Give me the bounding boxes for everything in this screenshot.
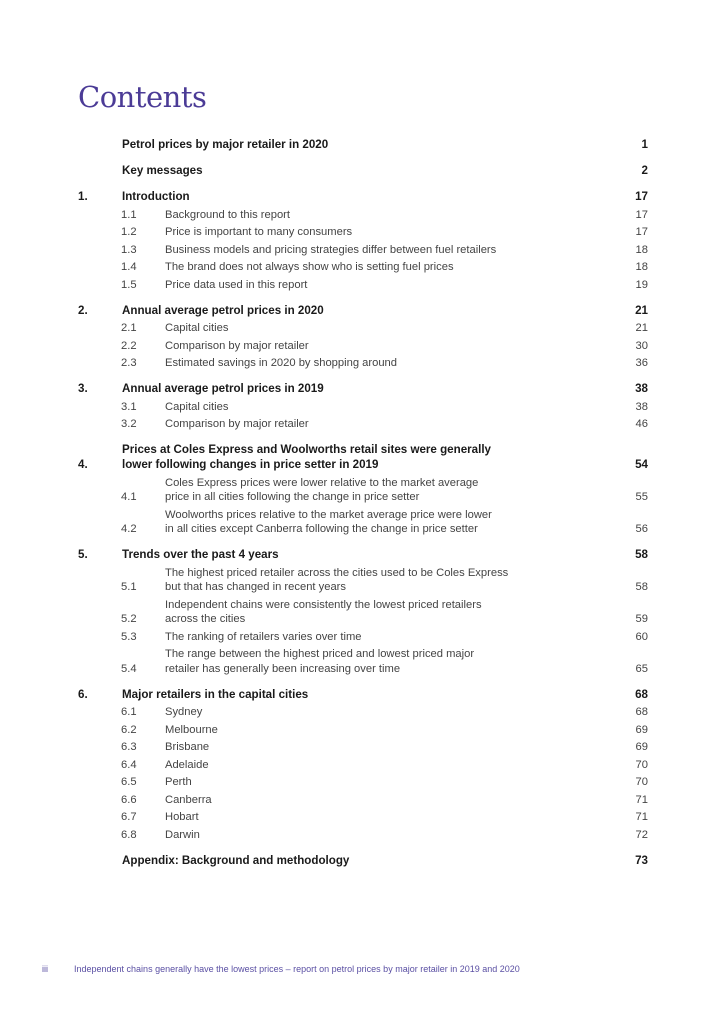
footer-text: Independent chains generally have the lowest prices – report on petrol prices by major retailer in 2019 and 2020 bbox=[74, 964, 520, 974]
toc-entry-sub[interactable] bbox=[78, 474, 648, 506]
toc-entry-title: Introduction bbox=[122, 190, 190, 203]
toc-subentry-page: 70 bbox=[635, 758, 648, 771]
toc-entry-sub[interactable] bbox=[78, 320, 648, 338]
toc-subentry-title: Brisbane bbox=[165, 741, 210, 753]
toc-subentry-number: 5.4 bbox=[121, 662, 137, 675]
toc-subentry-title: Comparison by major retailer bbox=[165, 418, 309, 430]
toc-entry-page: 54 bbox=[635, 458, 648, 471]
toc-entry-sub[interactable] bbox=[78, 355, 648, 373]
toc-entry-page: 38 bbox=[635, 382, 648, 395]
toc-entry-title: Major retailers in the capital cities bbox=[122, 687, 309, 701]
toc-subentry-page: 55 bbox=[635, 491, 648, 503]
toc-subentry-number: 6.5 bbox=[121, 776, 137, 788]
toc-entry-sub[interactable] bbox=[78, 739, 648, 757]
toc-subentry-title: Coles Express prices were lower relative to the market average price in all cities following the change in price setter bbox=[165, 476, 479, 503]
toc-section bbox=[78, 188, 648, 294]
toc-entry-sub[interactable] bbox=[78, 224, 648, 242]
toc-entry-number: 4. bbox=[78, 458, 88, 471]
toc-section bbox=[78, 162, 648, 180]
toc-subentry-page: 69 bbox=[635, 723, 648, 736]
toc-entry-page: 73 bbox=[635, 853, 648, 867]
toc-subentry-number: 4.1 bbox=[121, 491, 137, 503]
toc-subentry-title: Woolworths prices relative to the market average price were lower in all cities except Canberra following the change in price setter bbox=[165, 508, 492, 535]
toc-entry-main[interactable] bbox=[78, 852, 648, 870]
toc-entry-sub[interactable] bbox=[78, 628, 648, 646]
toc-entry-sub[interactable] bbox=[78, 206, 648, 224]
toc-subentry-page: 46 bbox=[635, 418, 648, 430]
toc-section bbox=[78, 441, 648, 538]
toc-subentry-title: Melbourne bbox=[165, 723, 218, 736]
toc-subentry-number: 6.4 bbox=[121, 758, 137, 771]
toc-section bbox=[78, 136, 648, 154]
toc-subentry-page: 38 bbox=[635, 400, 648, 413]
toc-entry-main[interactable] bbox=[78, 188, 648, 206]
toc-subentry-page: 71 bbox=[635, 793, 648, 806]
toc-entry-page: 17 bbox=[635, 190, 648, 203]
toc-subentry-title: Independent chains were consistently the lowest priced retailers across the cities bbox=[165, 598, 482, 625]
toc-subentry-page: 30 bbox=[635, 339, 648, 352]
toc-subentry-number: 6.3 bbox=[121, 741, 137, 753]
toc-entry-page: 58 bbox=[635, 548, 648, 561]
toc-subentry-title: Adelaide bbox=[165, 758, 209, 771]
toc-subentry-title: The highest priced retailer across the cities used to be Coles Express but that has changed in recent years bbox=[165, 566, 509, 593]
toc-entry-sub[interactable] bbox=[78, 774, 648, 792]
toc-section bbox=[78, 546, 648, 678]
toc-entry-sub[interactable] bbox=[78, 564, 648, 596]
toc-subentry-number: 6.2 bbox=[121, 723, 137, 736]
toc-entry-number: 5. bbox=[78, 548, 88, 561]
toc-subentry-page: 69 bbox=[635, 741, 648, 753]
toc-entry-number: 6. bbox=[78, 687, 88, 701]
toc-subentry-number: 1.2 bbox=[121, 226, 137, 238]
toc-entry-main[interactable] bbox=[78, 380, 648, 398]
toc-subentry-title: Hobart bbox=[165, 811, 199, 823]
toc-subentry-number: 1.1 bbox=[121, 208, 137, 221]
toc-subentry-number: 5.3 bbox=[121, 630, 137, 643]
toc-subentry-number: 1.3 bbox=[121, 243, 137, 256]
toc-subentry-number: 5.1 bbox=[121, 581, 137, 593]
toc-subentry-page: 21 bbox=[635, 322, 648, 334]
toc-subentry-title: Canberra bbox=[165, 793, 212, 806]
toc-subentry-number: 1.4 bbox=[121, 261, 137, 273]
toc-entry-title: Annual average petrol prices in 2020 bbox=[122, 303, 324, 317]
toc-subentry-number: 1.5 bbox=[121, 278, 137, 291]
toc-subentry-title: Price data used in this report bbox=[165, 278, 308, 291]
toc-subentry-title: Comparison by major retailer bbox=[165, 339, 309, 352]
toc-entry-sub[interactable] bbox=[78, 337, 648, 355]
toc-entry-sub[interactable] bbox=[78, 791, 648, 809]
toc-subentry-page: 18 bbox=[635, 243, 648, 256]
toc-entry-sub[interactable] bbox=[78, 259, 648, 277]
table-of-contents bbox=[78, 136, 648, 878]
toc-subentry-title: The range between the highest priced and lowest priced major retailer has generally been increasing over time bbox=[165, 648, 475, 675]
toc-subentry-title: Business models and pricing strategies differ between fuel retailers bbox=[165, 243, 497, 256]
toc-subentry-title: Estimated savings in 2020 by shopping around bbox=[165, 357, 397, 369]
toc-entry-number: 2. bbox=[78, 303, 88, 317]
toc-section bbox=[78, 380, 648, 433]
toc-subentry-number: 6.6 bbox=[121, 793, 137, 806]
toc-subentry-page: 59 bbox=[635, 613, 648, 625]
toc-subentry-number: 3.2 bbox=[121, 418, 137, 430]
toc-subentry-number: 4.2 bbox=[121, 523, 137, 535]
toc-entry-sub[interactable] bbox=[78, 809, 648, 827]
toc-subentry-number: 5.2 bbox=[121, 613, 137, 625]
footer-page-number: iii bbox=[42, 964, 48, 974]
toc-entry-main[interactable] bbox=[78, 441, 648, 474]
toc-subentry-title: Perth bbox=[165, 776, 192, 788]
toc-entry-page: 68 bbox=[635, 687, 648, 701]
toc-subentry-page: 72 bbox=[635, 828, 648, 841]
toc-subentry-title: Background to this report bbox=[165, 208, 290, 221]
toc-subentry-page: 19 bbox=[635, 278, 648, 291]
toc-entry-page: 2 bbox=[641, 164, 648, 177]
toc-entry-title: Annual average petrol prices in 2019 bbox=[122, 382, 324, 395]
toc-entry-page: 21 bbox=[635, 303, 648, 317]
toc-subentry-title: The ranking of retailers varies over time bbox=[165, 630, 362, 643]
toc-entry-sub[interactable] bbox=[78, 756, 648, 774]
toc-entry-sub[interactable] bbox=[78, 241, 648, 259]
toc-subentry-title: Darwin bbox=[165, 828, 200, 841]
toc-section bbox=[78, 852, 648, 870]
toc-subentry-page: 71 bbox=[635, 811, 648, 823]
page-title: Contents bbox=[78, 80, 207, 114]
toc-subentry-page: 17 bbox=[635, 226, 648, 238]
toc-subentry-page: 68 bbox=[635, 706, 648, 718]
toc-entry-page: 1 bbox=[641, 138, 648, 151]
toc-subentry-page: 18 bbox=[635, 261, 648, 273]
toc-subentry-page: 70 bbox=[635, 776, 648, 788]
toc-subentry-page: 60 bbox=[635, 630, 648, 643]
toc-subentry-page: 17 bbox=[635, 208, 648, 221]
toc-entry-main[interactable] bbox=[78, 686, 648, 704]
toc-subentry-number: 2.1 bbox=[121, 322, 137, 334]
toc-subentry-number: 2.3 bbox=[121, 357, 137, 369]
toc-entry-sub[interactable] bbox=[78, 416, 648, 434]
toc-entry-sub[interactable] bbox=[78, 276, 648, 294]
toc-subentry-page: 36 bbox=[635, 357, 648, 369]
toc-subentry-title: Capital cities bbox=[165, 400, 229, 413]
toc-subentry-number: 2.2 bbox=[121, 339, 137, 352]
toc-entry-sub[interactable] bbox=[78, 506, 648, 538]
toc-entry-title: Appendix: Background and methodology bbox=[122, 853, 350, 867]
toc-subentry-title: The brand does not always show who is setting fuel prices bbox=[165, 261, 454, 273]
toc-entry-number: 3. bbox=[78, 382, 88, 395]
toc-entry-sub[interactable] bbox=[78, 826, 648, 844]
toc-subentry-number: 6.1 bbox=[121, 706, 137, 718]
toc-subentry-page: 65 bbox=[635, 662, 648, 675]
toc-section bbox=[78, 302, 648, 373]
toc-entry-number: 1. bbox=[78, 190, 88, 203]
toc-subentry-title: Price is important to many consumers bbox=[165, 226, 353, 238]
toc-entry-main[interactable] bbox=[78, 546, 648, 564]
toc-entry-title: Petrol prices by major retailer in 2020 bbox=[122, 138, 329, 151]
toc-subentry-page: 56 bbox=[635, 523, 648, 535]
toc-entry-title: Prices at Coles Express and Woolworths retail sites were generally lower following changes in price setter in 2019 bbox=[122, 443, 492, 471]
toc-entry-title: Trends over the past 4 years bbox=[122, 548, 279, 561]
toc-subentry-number: 6.8 bbox=[121, 828, 137, 841]
toc-entry-main[interactable] bbox=[78, 162, 648, 180]
toc-subentry-page: 58 bbox=[635, 581, 648, 593]
toc-entry-sub[interactable] bbox=[78, 596, 648, 628]
toc-entry-main[interactable] bbox=[78, 302, 648, 320]
toc-subentry-number: 3.1 bbox=[121, 400, 137, 413]
toc-section bbox=[78, 686, 648, 844]
page-footer bbox=[42, 964, 520, 974]
toc-entry-sub[interactable] bbox=[78, 646, 648, 678]
toc-subentry-number: 6.7 bbox=[121, 811, 137, 823]
toc-entry-sub[interactable] bbox=[78, 721, 648, 739]
toc-subentry-title: Capital cities bbox=[165, 322, 229, 334]
toc-entry-sub[interactable] bbox=[78, 704, 648, 722]
toc-entry-title: Key messages bbox=[122, 164, 203, 177]
toc-entry-main[interactable] bbox=[78, 136, 648, 154]
toc-subentry-title: Sydney bbox=[165, 706, 203, 718]
toc-entry-sub[interactable] bbox=[78, 398, 648, 416]
